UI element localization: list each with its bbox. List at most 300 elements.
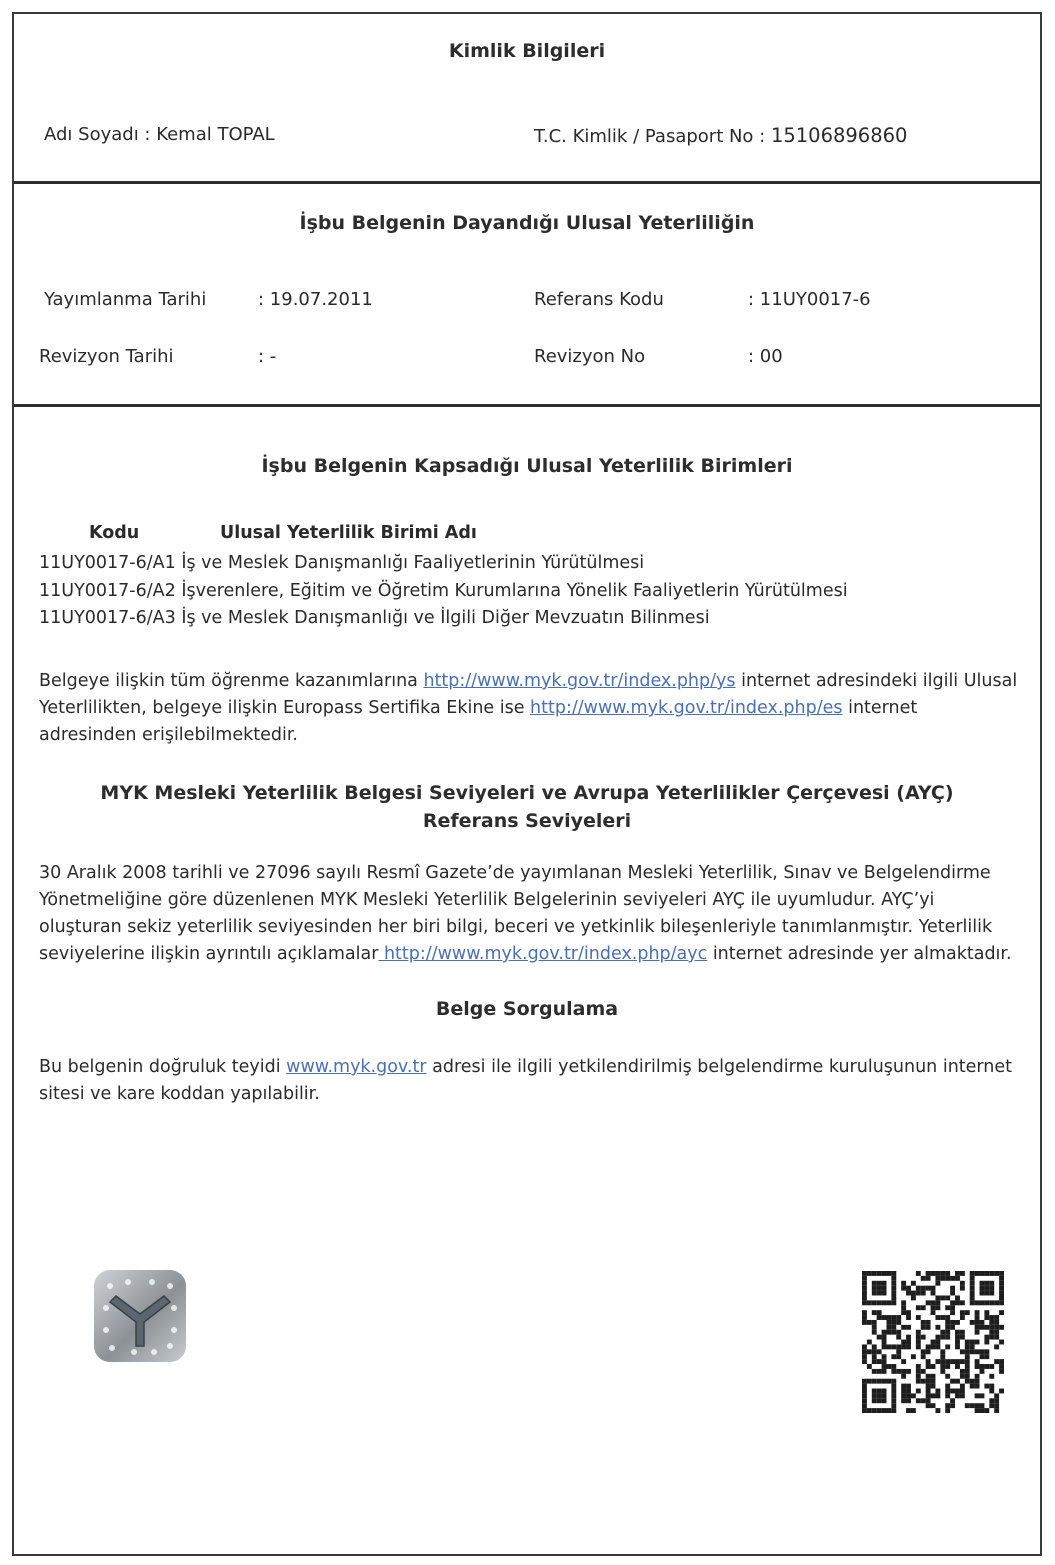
- qr-module: [906, 1398, 911, 1403]
- qr-module: [945, 1295, 950, 1300]
- qr-module: [970, 1384, 975, 1389]
- qr-module: [960, 1330, 965, 1335]
- qr-module: [980, 1271, 985, 1276]
- qr-module: [965, 1374, 970, 1379]
- qr-module: [950, 1389, 955, 1394]
- qr-module: [886, 1344, 891, 1349]
- qr-module: [891, 1408, 896, 1413]
- qr-module: [975, 1393, 980, 1398]
- qr-module: [945, 1403, 950, 1408]
- qr-module: [906, 1325, 911, 1330]
- qr-module: [886, 1364, 891, 1369]
- qr-module: [960, 1300, 965, 1305]
- qr-module: [916, 1330, 921, 1335]
- qr-module: [935, 1295, 940, 1300]
- qr-module: [999, 1359, 1004, 1364]
- qr-module: [975, 1364, 980, 1369]
- qr-module: [955, 1271, 960, 1276]
- qr-module: [872, 1354, 877, 1359]
- qr-module: [916, 1364, 921, 1369]
- qr-module: [926, 1300, 931, 1305]
- qr-module: [950, 1398, 955, 1403]
- qr-module: [872, 1291, 877, 1296]
- qr-module: [984, 1325, 989, 1330]
- qr-module: [940, 1335, 945, 1340]
- qr-module: [965, 1354, 970, 1359]
- qr-module: [935, 1393, 940, 1398]
- qr-module: [935, 1281, 940, 1286]
- qr-module: [926, 1359, 931, 1364]
- qr-module: [980, 1369, 985, 1374]
- qr-module: [945, 1330, 950, 1335]
- qr-module: [926, 1325, 931, 1330]
- qr-module: [999, 1369, 1004, 1374]
- qr-module: [906, 1344, 911, 1349]
- qr-module: [940, 1315, 945, 1320]
- qr-module: [906, 1393, 911, 1398]
- qr-module: [872, 1379, 877, 1384]
- qr-module: [955, 1393, 960, 1398]
- qr-module: [945, 1276, 950, 1281]
- qr-module: [975, 1320, 980, 1325]
- qr-module: [955, 1379, 960, 1384]
- qr-module: [999, 1281, 1004, 1286]
- qr-module: [872, 1320, 877, 1325]
- qualification-title: İşbu Belgenin Dayandığı Ulusal Yeterliliğin: [299, 212, 755, 234]
- ys-link[interactable]: http://www.myk.gov.tr/index.php/ys: [423, 671, 736, 691]
- qr-module: [984, 1291, 989, 1296]
- qr-module: [935, 1276, 940, 1281]
- qr-module: [891, 1315, 896, 1320]
- qr-module: [980, 1325, 985, 1330]
- qr-module: [867, 1271, 872, 1276]
- qr-module: [882, 1281, 887, 1286]
- qr-module: [950, 1325, 955, 1330]
- qr-module: [877, 1379, 882, 1384]
- qr-module: [980, 1364, 985, 1369]
- qr-module: [975, 1349, 980, 1354]
- revision-date-value: : -: [258, 346, 277, 367]
- qr-module: [872, 1310, 877, 1315]
- levels-title-line-2: Referans Seviyeleri: [422, 810, 632, 832]
- qr-module: [882, 1286, 887, 1291]
- qr-module: [950, 1305, 955, 1310]
- revision-no-value: : 00: [748, 346, 783, 367]
- qr-module: [989, 1300, 994, 1305]
- qr-module: [926, 1364, 931, 1369]
- qr-module: [970, 1295, 975, 1300]
- qr-module: [882, 1369, 887, 1374]
- qr-module: [999, 1325, 1004, 1330]
- qr-module: [926, 1271, 931, 1276]
- qr-module: [989, 1325, 994, 1330]
- qr-module: [950, 1300, 955, 1305]
- list-item: 11UY0017-6/A2 İşverenlere, Eğitim ve Öğretim Kurumlarına Yönelik Faaliyetlerin Yürütülmesi: [39, 580, 848, 601]
- id-label: T.C. Kimlik / Pasaport No :: [534, 126, 771, 147]
- qr-module: [877, 1349, 882, 1354]
- qr-module: [882, 1300, 887, 1305]
- qr-module: [862, 1379, 867, 1384]
- identity-section: [14, 14, 1040, 184]
- qr-module: [901, 1369, 906, 1374]
- query-paragraph: [39, 1054, 1018, 1108]
- qr-module: [999, 1271, 1004, 1276]
- qr-module: [980, 1354, 985, 1359]
- qr-module: [906, 1315, 911, 1320]
- qr-module: [984, 1286, 989, 1291]
- qr-module: [975, 1408, 980, 1413]
- qr-module: [906, 1286, 911, 1291]
- qr-module: [955, 1300, 960, 1305]
- qr-module: [877, 1286, 882, 1291]
- qr-module: [921, 1286, 926, 1291]
- qr-module: [945, 1344, 950, 1349]
- qr-module: [921, 1398, 926, 1403]
- qr-module: [994, 1325, 999, 1330]
- qr-module: [935, 1325, 940, 1330]
- qr-module: [886, 1330, 891, 1335]
- query-text-1: Bu belgenin doğruluk teyidi: [39, 1057, 287, 1077]
- qr-module: [975, 1271, 980, 1276]
- query-title: Belge Sorgulama: [435, 998, 619, 1020]
- qr-module: [906, 1310, 911, 1315]
- qr-module: [872, 1325, 877, 1330]
- qr-module: [931, 1340, 936, 1345]
- qr-module: [926, 1349, 931, 1354]
- qr-module: [872, 1281, 877, 1286]
- qr-module: [989, 1286, 994, 1291]
- qr-module: [960, 1349, 965, 1354]
- qr-module: [877, 1389, 882, 1394]
- qr-module: [984, 1408, 989, 1413]
- qr-module: [945, 1384, 950, 1389]
- qr-module: [872, 1408, 877, 1413]
- qr-module: [965, 1344, 970, 1349]
- query-text-2: adresi ile ilgili yetkilendirilmiş belgelendirme kuruluşunun internet sitesi ve kare koddan yapılabilir.: [39, 1057, 1013, 1104]
- qr-module: [872, 1389, 877, 1394]
- qr-module: [891, 1384, 896, 1389]
- qr-module: [901, 1281, 906, 1286]
- qr-module: [975, 1330, 980, 1335]
- qr-module: [931, 1271, 936, 1276]
- qr-module: [886, 1408, 891, 1413]
- qr-module: [921, 1276, 926, 1281]
- qr-module: [931, 1379, 936, 1384]
- qr-module: [891, 1389, 896, 1394]
- qr-module: [931, 1291, 936, 1296]
- qr-module: [921, 1379, 926, 1384]
- qr-module: [877, 1335, 882, 1340]
- qr-module: [955, 1330, 960, 1335]
- qr-module: [916, 1344, 921, 1349]
- qr-module: [872, 1369, 877, 1374]
- qr-module: [891, 1398, 896, 1403]
- qr-module: [989, 1398, 994, 1403]
- qr-module: [955, 1276, 960, 1281]
- qr-module: [994, 1403, 999, 1408]
- reference-code-value: : 11UY0017-6: [748, 289, 871, 310]
- qr-module: [970, 1281, 975, 1286]
- qr-module: [975, 1379, 980, 1384]
- qr-module: [994, 1335, 999, 1340]
- qr-module: [926, 1403, 931, 1408]
- qr-module: [862, 1359, 867, 1364]
- qr-module: [931, 1393, 936, 1398]
- qr-module: [911, 1295, 916, 1300]
- qr-module: [891, 1369, 896, 1374]
- publish-date-value: : 19.07.2011: [258, 289, 373, 310]
- qr-module: [965, 1369, 970, 1374]
- qr-module: [901, 1374, 906, 1379]
- qr-module: [891, 1330, 896, 1335]
- qr-module: [872, 1359, 877, 1364]
- myk-link[interactable]: www.myk.gov.tr: [286, 1057, 427, 1077]
- qr-module: [882, 1291, 887, 1296]
- qr-module: [867, 1379, 872, 1384]
- qr-module: [994, 1271, 999, 1276]
- qr-module: [862, 1384, 867, 1389]
- qr-module: [862, 1300, 867, 1305]
- qr-module: [935, 1335, 940, 1340]
- qr-module: [862, 1398, 867, 1403]
- qr-module: [984, 1354, 989, 1359]
- qr-module: [950, 1403, 955, 1408]
- qr-module: [926, 1393, 931, 1398]
- qr-module: [999, 1276, 1004, 1281]
- qr-module: [867, 1300, 872, 1305]
- qr-module: [877, 1271, 882, 1276]
- qr-module: [896, 1369, 901, 1374]
- qr-module: [945, 1393, 950, 1398]
- qr-module: [867, 1364, 872, 1369]
- qr-module: [921, 1335, 926, 1340]
- qr-module: [931, 1364, 936, 1369]
- qr-module: [960, 1271, 965, 1276]
- qr-module: [911, 1408, 916, 1413]
- qr-module: [984, 1310, 989, 1315]
- qr-module: [965, 1364, 970, 1369]
- qr-module: [940, 1271, 945, 1276]
- qr-module: [989, 1330, 994, 1335]
- qr-module: [935, 1389, 940, 1394]
- qr-module: [940, 1330, 945, 1335]
- qr-module: [867, 1349, 872, 1354]
- qr-module: [980, 1408, 985, 1413]
- qr-module: [886, 1325, 891, 1330]
- qr-module: [901, 1300, 906, 1305]
- qr-module: [872, 1271, 877, 1276]
- qr-module: [975, 1374, 980, 1379]
- qr-module: [911, 1354, 916, 1359]
- qr-module: [862, 1344, 867, 1349]
- qr-module: [896, 1344, 901, 1349]
- units-col-name: Ulusal Yeterlilik Birimi Adı: [220, 523, 477, 543]
- qr-module: [984, 1281, 989, 1286]
- qr-module: [862, 1315, 867, 1320]
- qr-module: [862, 1354, 867, 1359]
- qr-module: [999, 1340, 1004, 1345]
- qr-module: [965, 1340, 970, 1345]
- qr-module: [989, 1291, 994, 1296]
- qr-module: [994, 1408, 999, 1413]
- units-title: İşbu Belgenin Kapsadığı Ulusal Yeterlilik Birimleri: [261, 455, 793, 477]
- qr-module: [882, 1330, 887, 1335]
- hologram-seal-icon: [94, 1270, 186, 1362]
- qr-module: [872, 1300, 877, 1305]
- qr-module: [965, 1349, 970, 1354]
- units-col-code: Kodu: [89, 523, 140, 543]
- qr-module: [901, 1398, 906, 1403]
- qr-module: [960, 1369, 965, 1374]
- qr-module: [960, 1359, 965, 1364]
- qr-module: [882, 1354, 887, 1359]
- qr-module: [911, 1393, 916, 1398]
- qr-module: [896, 1354, 901, 1359]
- qr-module: [862, 1276, 867, 1281]
- qr-module: [999, 1389, 1004, 1394]
- qr-module: [950, 1310, 955, 1315]
- qr-module: [950, 1291, 955, 1296]
- qr-module: [896, 1320, 901, 1325]
- qr-module: [901, 1340, 906, 1345]
- qr-module: [955, 1340, 960, 1345]
- levels-text-2: internet adresinde yer almaktadır.: [707, 944, 1012, 964]
- ayc-link[interactable]: http://www.myk.gov.tr/index.php/ayc: [378, 944, 708, 964]
- list-item: 11UY0017-6/A1 İş ve Meslek Danışmanlığı Faaliyetlerinin Yürütülmesi: [39, 553, 645, 573]
- qr-module: [940, 1295, 945, 1300]
- levels-paragraph: [39, 860, 1018, 968]
- qr-module: [916, 1291, 921, 1296]
- qr-module: [882, 1271, 887, 1276]
- qr-module: [872, 1393, 877, 1398]
- qr-module: [862, 1291, 867, 1296]
- qr-module: [896, 1315, 901, 1320]
- qr-module: [926, 1384, 931, 1389]
- qr-module: [886, 1300, 891, 1305]
- qr-module: [970, 1291, 975, 1296]
- qr-module: [950, 1359, 955, 1364]
- qr-module: [989, 1403, 994, 1408]
- qr-module: [921, 1305, 926, 1310]
- es-link[interactable]: http://www.myk.gov.tr/index.php/es: [530, 698, 843, 718]
- qr-module: [877, 1281, 882, 1286]
- qr-module: [891, 1364, 896, 1369]
- qr-module: [960, 1315, 965, 1320]
- qr-module: [994, 1315, 999, 1320]
- qr-module: [989, 1335, 994, 1340]
- qr-module: [945, 1305, 950, 1310]
- qr-module: [891, 1276, 896, 1281]
- qr-module: [921, 1349, 926, 1354]
- qr-module: [955, 1320, 960, 1325]
- qr-module: [989, 1320, 994, 1325]
- qr-module: [940, 1364, 945, 1369]
- qr-module: [935, 1300, 940, 1305]
- qr-module: [872, 1330, 877, 1335]
- qr-module: [916, 1335, 921, 1340]
- qr-module: [999, 1295, 1004, 1300]
- qr-module: [955, 1335, 960, 1340]
- qr-module: [994, 1330, 999, 1335]
- qr-module: [891, 1344, 896, 1349]
- qr-module: [862, 1286, 867, 1291]
- qr-module: [886, 1315, 891, 1320]
- qr-module: [945, 1389, 950, 1394]
- qr-module: [862, 1295, 867, 1300]
- qr-module: [960, 1384, 965, 1389]
- qr-module: [921, 1320, 926, 1325]
- qr-module: [901, 1359, 906, 1364]
- qr-module: [970, 1340, 975, 1345]
- reference-code-label: Referans Kodu: [534, 289, 664, 310]
- qr-module: [916, 1389, 921, 1394]
- qr-module: [891, 1403, 896, 1408]
- qr-module: [989, 1271, 994, 1276]
- qr-module: [935, 1305, 940, 1310]
- qr-module: [984, 1384, 989, 1389]
- qr-module: [999, 1300, 1004, 1305]
- qr-module: [882, 1335, 887, 1340]
- qr-module: [965, 1379, 970, 1384]
- qr-module: [945, 1374, 950, 1379]
- qr-module: [916, 1286, 921, 1291]
- qr-module: [994, 1344, 999, 1349]
- qr-module: [916, 1374, 921, 1379]
- qr-module: [975, 1359, 980, 1364]
- qr-module: [935, 1271, 940, 1276]
- qr-module: [935, 1408, 940, 1413]
- qr-module: [872, 1349, 877, 1354]
- qr-module: [872, 1286, 877, 1291]
- qr-module: [891, 1379, 896, 1384]
- qr-module: [906, 1335, 911, 1340]
- qr-module: [901, 1286, 906, 1291]
- qr-module: [916, 1340, 921, 1345]
- access-text-3: internet adresinden erişilebilmektedir.: [39, 698, 918, 745]
- qr-module: [867, 1340, 872, 1345]
- qr-module: [994, 1398, 999, 1403]
- qr-module: [921, 1291, 926, 1296]
- qr-module: [891, 1271, 896, 1276]
- access-text-1: Belgeye ilişkin tüm öğrenme kazanımlarına: [39, 671, 424, 691]
- access-paragraph: [39, 668, 1018, 749]
- qr-module: [882, 1359, 887, 1364]
- id-field: [534, 124, 907, 147]
- levels-text-1: 30 Aralık 2008 tarihli ve 27096 sayılı Resmî Gazete’de yayımlanan Mesleki Yeterlilik, Sınav ve Belgelendirme Yönetmeliğine göre düzenlenen MYK Mesleki Yeterlilik Belgelerinin seviyeleri AYÇ ile uyumludur. AYÇ’yi oluşturan sekiz yeterlilik seviyesinden her biri bilgi, beceri ve yetkinlik bileşenleriyle tanımlanmıştır. Yeterlilik seviyelerine ilişkin ayrıntılı açıklamalar: [39, 863, 993, 964]
- qr-module: [975, 1310, 980, 1315]
- qr-module: [955, 1389, 960, 1394]
- revision-no-label: Revizyon No: [534, 346, 646, 367]
- qr-module: [882, 1344, 887, 1349]
- qr-module: [945, 1364, 950, 1369]
- qr-module: [877, 1369, 882, 1374]
- qr-module: [970, 1300, 975, 1305]
- qr-module: [975, 1325, 980, 1330]
- qr-module: [989, 1384, 994, 1389]
- qr-module: [926, 1286, 931, 1291]
- qr-module: [984, 1300, 989, 1305]
- qr-module: [931, 1374, 936, 1379]
- qr-module: [862, 1271, 867, 1276]
- qr-module: [945, 1320, 950, 1325]
- qr-module: [901, 1384, 906, 1389]
- qr-module: [877, 1393, 882, 1398]
- qr-module: [872, 1398, 877, 1403]
- qr-module: [877, 1359, 882, 1364]
- qr-module: [970, 1286, 975, 1291]
- qr-module: [945, 1335, 950, 1340]
- qr-module: [940, 1369, 945, 1374]
